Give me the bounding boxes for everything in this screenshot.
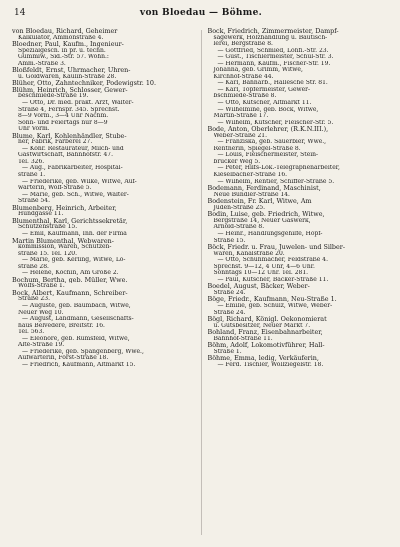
directory-entry-line: lerei, Bergstraße 8. [213,41,273,48]
directory-entry-head: Böhme, Emma, ledig, Verkäuferin, [207,355,319,362]
directory-entry-line: — Wilhelmine, geb. Bock, Witwe, [217,106,319,113]
directory-entry-head: Blumenthal, Karl, Gerichtssekretär, [12,217,128,225]
directory-entry-line: Amm.-Straße 3. [18,60,66,67]
directory-entry-line: beschmiede-Straße 19. [18,93,89,100]
directory-entry-line: Straße 4, Fernspr. 345. Sprechst. [18,106,120,113]
directory-entry-head: Bodin, Luise, geb. Friedrich, Witwe, [207,211,325,218]
directory-entry-line: Tel. 326. [18,158,45,165]
directory-entry-head: Bodenstein, Fr. Karl, Witwe, Am [207,198,312,205]
directory-entry-head: Bohland, Franz, Eisenbahnarbeiter, [207,329,323,336]
directory-entry-line: Rentnerin, Spiegel-Straße 8. [213,145,301,152]
directory-entry-line: — Paul, Kutscher, Bäcker-Straße 11. [217,276,329,283]
directory-entry-line: — Wilhelm, Rentier, Schiffer-Straße 5. [217,178,335,185]
directory-entry-head: von Bloedau, Richard, Geheimer [12,28,118,35]
directory-entry-line: Sonn- und Feiertags nur 8—9 [18,119,108,126]
directory-entry-line: Straße 24. [213,289,246,296]
directory-entry-line: — Franziska, geb. Sauerbier, Wwe., [217,139,327,146]
directory-entry-line: sägewerk, Holzhandlung u. Bautisch- [213,34,328,41]
directory-columns [12,28,390,538]
directory-entry-line: — Helene, Köchin, Am Große 2. [22,270,119,277]
directory-entry-line: — Otto, Kutscher, Altmarkt 11. [217,100,312,107]
directory-entry-line: — Wilhelm, Kutscher, Fleischer-Str. 5. [217,119,334,126]
directory-entry-line: Weber-Straße 21. [213,132,267,139]
directory-entry-line: Tel. 563. [18,329,45,336]
directory-entry-line: haus Belvedere, Breitstr. 16. [18,322,105,329]
directory-entry-line: Bergstraße 14, Neuer Gaswerk, [213,217,311,224]
directory-entry-line: — August, Landmann, Gesellschafts- [22,316,134,323]
directory-entry-line: — Emilie, geb. Schulz, Witwe, Weber- [217,302,333,309]
page-number: 14 [14,8,26,18]
directory-entry-line: — Otto, Dr. med. prakt. Arzt, Walter- [22,100,134,107]
directory-entry-line: kommission, Waren, Schützen- [18,244,112,251]
directory-entry-line: — Karl, Bahnarb., Hallesche Str. 81. [217,80,328,87]
directory-entry-head: Böge, Friedr., Kaufmann, Neu-Straße 1. [207,296,337,303]
directory-entry-line: Kieselbacher-Straße 16. [213,172,288,179]
directory-entry-line: — Louis, Fleischermeister, Stein- [217,152,319,159]
directory-entry-line: 8—9 Vorm., 3—4 Uhr Nachm. [18,113,109,120]
directory-entry-line: Kalkulator, Ammonstraße 4. [18,34,104,41]
directory-entry-line: Gummiw., Sid.-Str. 57. Wohn.: [18,54,109,61]
directory-entry-line: — Friederike, geb. Spangenberg, Wwe., [22,348,144,355]
directory-entry-line: straße 28. [18,263,49,270]
directory-entry-head: Böck, Friedr. u. Frau, Juwelen- und Silber- [207,244,346,251]
directory-entry-line: Spezialgesch. in pr. u. techn. [18,47,106,54]
directory-entry-line: Arnold-Straße 8. [213,224,265,231]
directory-entry-line: Juden-Straße 25. [213,204,266,211]
directory-entry-line: Neuer Weg 10. [18,309,64,316]
directory-entry-line: — Friedrich, Kaufmann, Altmarkt 15. [22,361,136,368]
directory-entry-head: Boedel, August, Bäcker, Weber- [207,283,310,290]
directory-entry-line: Alte-Straße 19. [18,342,65,349]
directory-entry-line: ner, Fabrik, Färberei 27. [18,139,93,146]
directory-entry-line: wärterin, Wolf-Straße 5. [18,185,92,192]
directory-entry-line: straße 15. Tel. 120. [18,250,78,257]
directory-entry-line: — Ferd. Tischler, Wöllziegelstr. 18. [217,361,324,368]
directory-entry-line: — Marie, geb. Sch., Witwe, Walter- [22,191,129,198]
directory-entry-line: u. Goldwaren, Kaulin-Straße 28. [18,73,117,80]
directory-entry-line: Schützenstraße 15. [18,224,78,231]
directory-entry-head: Bode, Anton, Oberlehrer, (R.K.N.III.), [207,126,329,133]
directory-entry-head: Martin Blumenthal, Webwaren- [12,237,114,245]
directory-entry-head: Bögl, Richard, Königl. Oekonomierat [207,316,327,323]
directory-entry-line: bschmiede-Straße 8. [213,93,277,100]
directory-entry-head: Blume, Karl, Kohlenhändler, Stube- [12,132,127,140]
directory-entry-head: Bloßfeldt, Ernst, Uhrmacher, Uhren- [12,67,131,74]
directory-entry-line: Hundgasse 11. [18,211,64,218]
directory-entry-head: Blühm, Heinrich, Schlosser, Gewer- [12,86,128,94]
directory-entry-line: Johanna, geb. Grimm, Witwe, [213,67,303,74]
directory-entry-line: — Emil, Kaufmann, Inh. der Firma [22,230,127,237]
directory-entry-line: Kirchhof-Straße 44. [213,73,274,80]
directory-entry-line: — Konr. Restaurateur, Milch- und [22,145,124,152]
directory-entry-line: — Aug., Fabrikarbeiter, Hospital- [22,165,123,172]
directory-entry-line: — Marie, geb. Kerling, Witwe, Lo- [22,257,126,264]
directory-entry-head: Bock, Friedrich, Zimmermeister, Dampf- [207,28,339,35]
directory-entry-line: Sprechst. 9—12, 4 Uhr, 4—6 Uhr. [213,263,315,270]
directory-entry-line: — Otto, Schuhmacher, Feldstraße 4. [217,257,328,264]
directory-entry-line: Bahnhof-Straße 11. [213,335,273,342]
directory-entry-head: Bodemann, Ferdinand, Maschinist, [207,185,321,192]
directory-entry-head: Bloedner, Paul, Kaufm., Ingenieur- [12,41,124,48]
directory-entry-head: Böhm, Adolf, Lokomotivführer, Hall- [207,342,325,349]
left-column [12,28,195,538]
directory-entry-line: — Hermann, Kaufm., Fischer-Str. 19. [217,60,331,67]
directory-entry-line: Sonntags 10—12 Uhr. Tel. 281. [213,270,309,277]
directory-entry-line: waren, Kanalstraße 20. [213,250,285,257]
page-header [12,6,390,20]
directory-entry-line: — Eleonore, geb. Rumsfeld, Witwe, [22,335,130,342]
directory-entry-head: Blumenberg, Heinrich, Arbeiter, [12,204,117,212]
directory-entry-line: Straße 54. [18,198,50,205]
directory-entry-line: u. Gutsbesitzer, Neuer Markt 7. [213,322,311,329]
directory-entry-head: Blüher, Otto, Zahntechniker, Podewigstr. 10. [12,80,157,87]
directory-entry-line: straße 1. [18,172,46,179]
directory-entry-line: Straße 24. [213,309,246,316]
directory-entry-line: brücker Weg 5. [213,158,261,165]
directory-entry-line: — Auguste, geb. Baumbach, Witwe, [22,302,131,309]
directory-entry-line: — Gust., Tischlermeister, Schul-Str. 3. [217,54,334,61]
directory-entry-line: — Peter, Hilfs-Lok.-Telegraphenarbeiter, [217,165,340,172]
directory-entry-line: — Gottfried, Schmied, Lohfi.-Str. 23. [217,47,329,54]
directory-entry-line: Straße 23. [18,296,50,303]
directory-entry-line: Straße 1. [213,348,242,355]
directory-entry-line: Uhr Vorm. [18,126,50,133]
page-title: von Bloedau — Böhme. [139,8,263,18]
directory-entry-line: — Karl, Töpfermeister, Gewer- [217,86,311,93]
column-divider [201,30,202,535]
directory-entry-line: Neue Bündler-Straße 14. [213,191,290,198]
directory-entry-line: Wolfs-Straße 1. [18,283,65,290]
directory-entry-line: — Friederike, geb. Wilke, Witwe, Auf- [22,178,137,185]
directory-entry-line: Gastwirtschaft, Bahnhofstr. 47. [18,152,113,159]
directory-entry-line: Martin-Straße 17. [213,113,269,120]
directory-entry-line: Aufwärterin, Forst-Straße 18. [18,355,109,362]
directory-entry-head: Bock, Albert, Kaufmann, Schreiber- [12,289,128,297]
directory-entry-line: — Heinr., Handlungsgehilfe, Hopf- [217,230,323,237]
right-column [208,28,391,538]
directory-entry-head: Bochum, Bertha, geb. Müller, Wwe. [12,276,128,284]
directory-entry-line: Straße 15. [213,237,246,244]
